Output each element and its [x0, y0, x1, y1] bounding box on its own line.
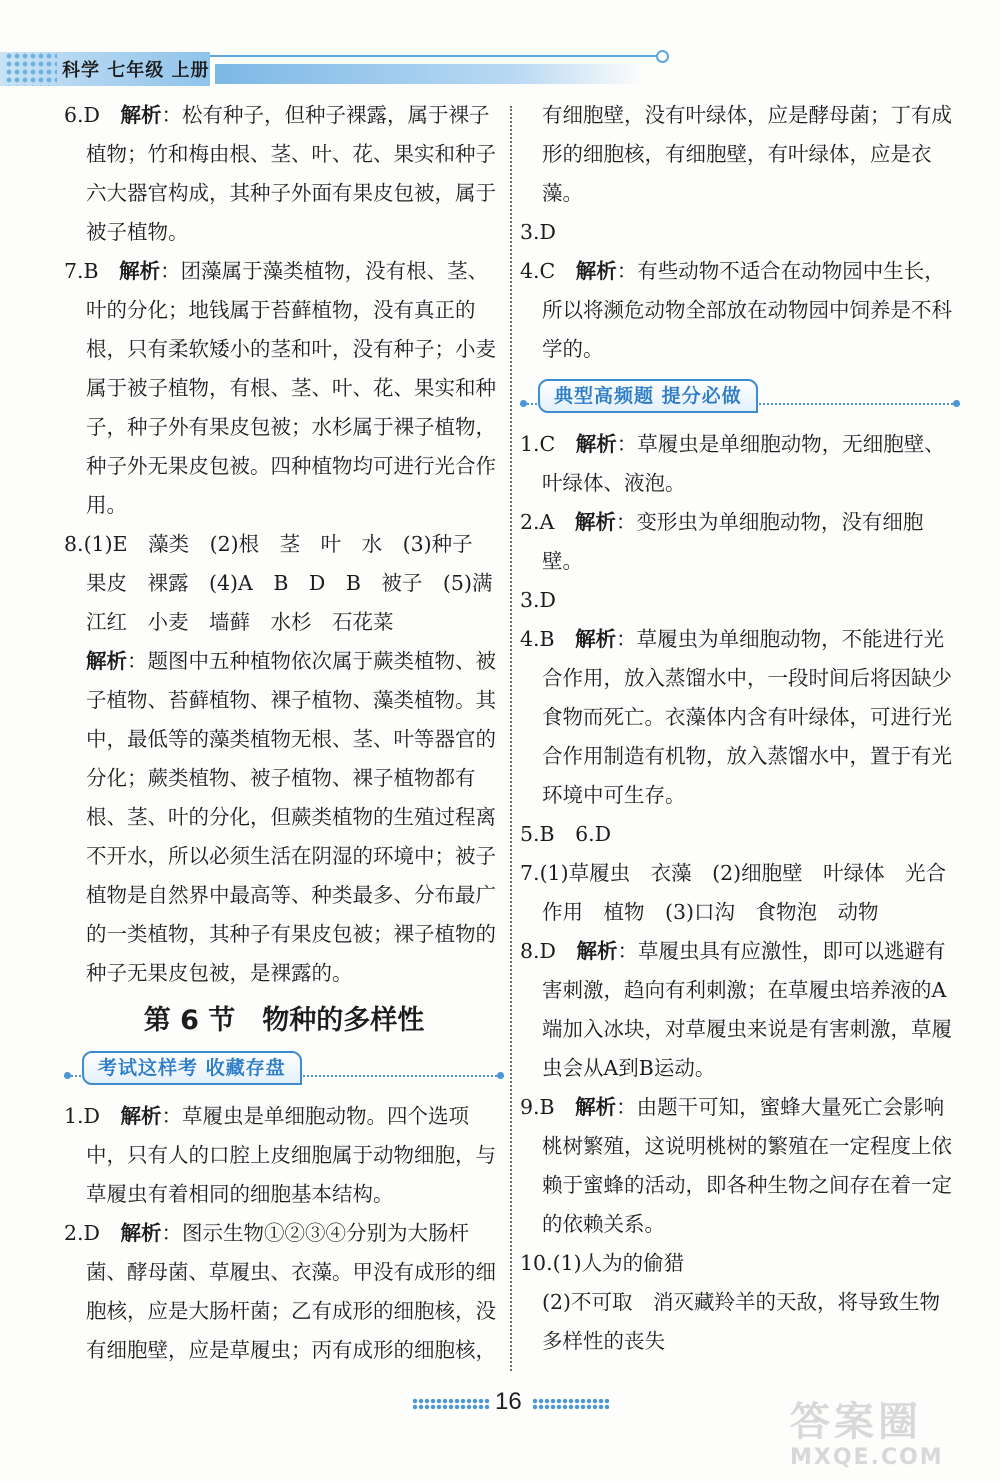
answer-number: 7. [520, 861, 540, 885]
answer-number: 9.B [520, 1095, 555, 1119]
analysis-label: 解析 [575, 432, 617, 456]
answer-text: ：由题干可知，蜜蜂大量死亡会影响桃树繁殖，这说明桃树的繁殖在一定程度上依赖于蜜蜂的活动，即各种生物之间存在着一定的依赖关系。 [542, 1095, 952, 1236]
analysis-label: 解析 [575, 259, 617, 283]
answer-text: ：有些动物不适合在动物园中生长，所以将濒危动物全部放在动物园中饲养是不科学的。 [542, 259, 952, 361]
answer-item [520, 815, 960, 854]
answer-item [64, 96, 504, 252]
header-end-circle-icon [656, 50, 669, 63]
answer-item [64, 642, 504, 993]
answer-item [520, 503, 960, 581]
answer-text: ：题图中五种植物依次属于蕨类植物、被子植物、苔藓植物、裸子植物、藻类植物。其中，最低等的藻类植物无根、茎、叶等器官的分化；蕨类植物、被子植物、裸子植物都有根、茎、叶的分化，但蕨类植物的生殖过程离不开水，所以必须生活在阴湿的环境中；被子植物是自然界中最高等、种类最多、分布最广的一类植物，其种子有果皮包被；裸子植物的种子无果皮包被，是裸露的。 [86, 649, 496, 985]
answer-item [64, 525, 504, 642]
answer-item [520, 581, 960, 620]
answer-number: 1.D [64, 1104, 100, 1128]
answer-text: ：草履虫是单细胞动物，无细胞壁、叶绿体、液泡。 [542, 432, 945, 495]
section-tag [64, 1047, 504, 1087]
answer-number: 5.B 6.D [520, 822, 612, 846]
analysis-label: 解析 [576, 939, 618, 963]
answer-text: 有细胞壁，没有叶绿体，应是酵母菌；丁有成形的细胞核，有细胞壁，有叶绿体，应是衣藻。 [542, 103, 952, 205]
analysis-label: 解析 [575, 627, 617, 651]
footer-dots-right [532, 1398, 610, 1410]
answer-number: 3.D [520, 220, 556, 244]
analysis-label: 解析 [86, 649, 127, 673]
answer-number: 7.B [64, 259, 99, 283]
answer-item [520, 425, 960, 503]
answer-text: (1)草履虫 衣藻 (2)细胞壁 叶绿体 光合作用 植物 (3)口沟 食物泡 动物 [539, 861, 947, 924]
header-gradient-bar [215, 64, 645, 84]
column-divider [510, 106, 512, 1371]
answer-text: ：草履虫具有应激性，即可以逃避有害刺激，趋向有利刺激；在草履虫培养液的A端加入冰块，对草履虫来说是有害刺激，草履虫会从A到B运动。 [542, 939, 952, 1080]
watermark-url: MXQE.COM [790, 1445, 944, 1470]
page-header [0, 0, 1000, 90]
analysis-label: 解析 [574, 510, 616, 534]
answer-item [520, 213, 960, 252]
answer-text: ：草履虫为单细胞动物，不能进行光合作用，放入蒸馏水中，一段时间后将因缺少食物而死亡。衣藻体内含有叶绿体，可进行光合作用制造有机物，放入蒸馏水中，置于有光环境中可生存。 [542, 627, 952, 807]
answer-item [520, 96, 960, 213]
answer-text: ：松有种子，但种子裸露，属于裸子植物；竹和梅由根、茎、叶、花、果实和种子六大器官构成，其种子外面有果皮包被，属于被子植物。 [86, 103, 496, 244]
answer-item [520, 1088, 960, 1244]
section-title: 第 6 节 物种的多样性 [143, 1005, 425, 1036]
answer-item [520, 1283, 960, 1361]
header-line [210, 55, 660, 57]
answer-number: 1.C [520, 432, 556, 456]
tag-label: 考试这样考 收藏存盘 [82, 1051, 302, 1085]
right-column [520, 96, 960, 1361]
answer-text: (2)不可取 消灭藏羚羊的天敌，将导致生物多样性的丧失 [542, 1290, 941, 1353]
answer-number: 2.D [64, 1221, 100, 1245]
answer-number: 6.D [64, 103, 100, 127]
answer-text: ：草履虫是单细胞动物。四个选项中，只有人的口腔上皮细胞属于动物细胞，与草履虫有着相同的细胞基本结构。 [86, 1104, 496, 1206]
answer-text: ：团藻属于藻类植物，没有根、茎、叶的分化；地钱属于苔藓植物，没有真正的根，只有柔软矮小的茎和叶，没有种子；小麦属于被子植物，有根、茎、叶、花、果实和种子，种子外有果皮包被；水杉属于裸子植物，种子外无果皮包被。四种植物均可进行光合作用。 [86, 259, 496, 517]
answer-text: (1)E 藻类 (2)根 茎 叶 水 (3)种子 果皮 裸露 (4)A B D B 被子 (5)满江红 小麦 墙藓 水杉 石花菜 [83, 532, 494, 634]
left-column [64, 96, 504, 1370]
answer-number: 2.A [520, 510, 555, 534]
watermark [790, 1400, 990, 1480]
answer-item [520, 620, 960, 815]
answer-item [520, 932, 960, 1088]
book-title: 科学 七年级 上册 [62, 60, 210, 81]
answer-item [520, 854, 960, 932]
answer-item [64, 1097, 504, 1214]
answer-number: 8.D [520, 939, 556, 963]
tag-dot-icon [520, 400, 527, 407]
header-dot-pattern [5, 52, 57, 86]
watermark-logo-text: 答案圈 [790, 1399, 922, 1445]
answer-number: 10. [520, 1251, 553, 1275]
section-tag [520, 375, 960, 415]
answer-item [520, 1244, 960, 1283]
analysis-label: 解析 [120, 103, 162, 127]
analysis-label: 解析 [119, 259, 161, 283]
answer-text: (1)人为的偷猎 [552, 1251, 685, 1275]
answer-number: 3.D [520, 588, 556, 612]
page-number: 16 [495, 1388, 522, 1415]
tag-dot-icon [64, 1072, 71, 1079]
analysis-label: 解析 [120, 1104, 162, 1128]
answer-number: 4.B [520, 627, 555, 651]
analysis-label: 解析 [575, 1095, 617, 1119]
tag-dot-icon [953, 400, 960, 407]
answer-text: ：图示生物①②③④分别为大肠杆菌、酵母菌、草履虫、衣藻。甲没有成形的细胞核，应是大肠杆菌；乙有成形的细胞核，没有细胞壁，应是草履虫；丙有成形的细胞核， [86, 1221, 496, 1362]
answer-text: ：变形虫为单细胞动物，没有细胞壁。 [542, 510, 924, 573]
answer-number: 8. [64, 532, 84, 556]
answer-item [520, 252, 960, 369]
tag-label: 典型高频题 提分必做 [538, 379, 758, 413]
answer-number: 4.C [520, 259, 556, 283]
analysis-label: 解析 [120, 1221, 162, 1245]
footer-dots-left [412, 1398, 490, 1410]
answer-item [64, 252, 504, 525]
answer-item [64, 1214, 504, 1370]
tag-dot-icon [497, 1072, 504, 1079]
